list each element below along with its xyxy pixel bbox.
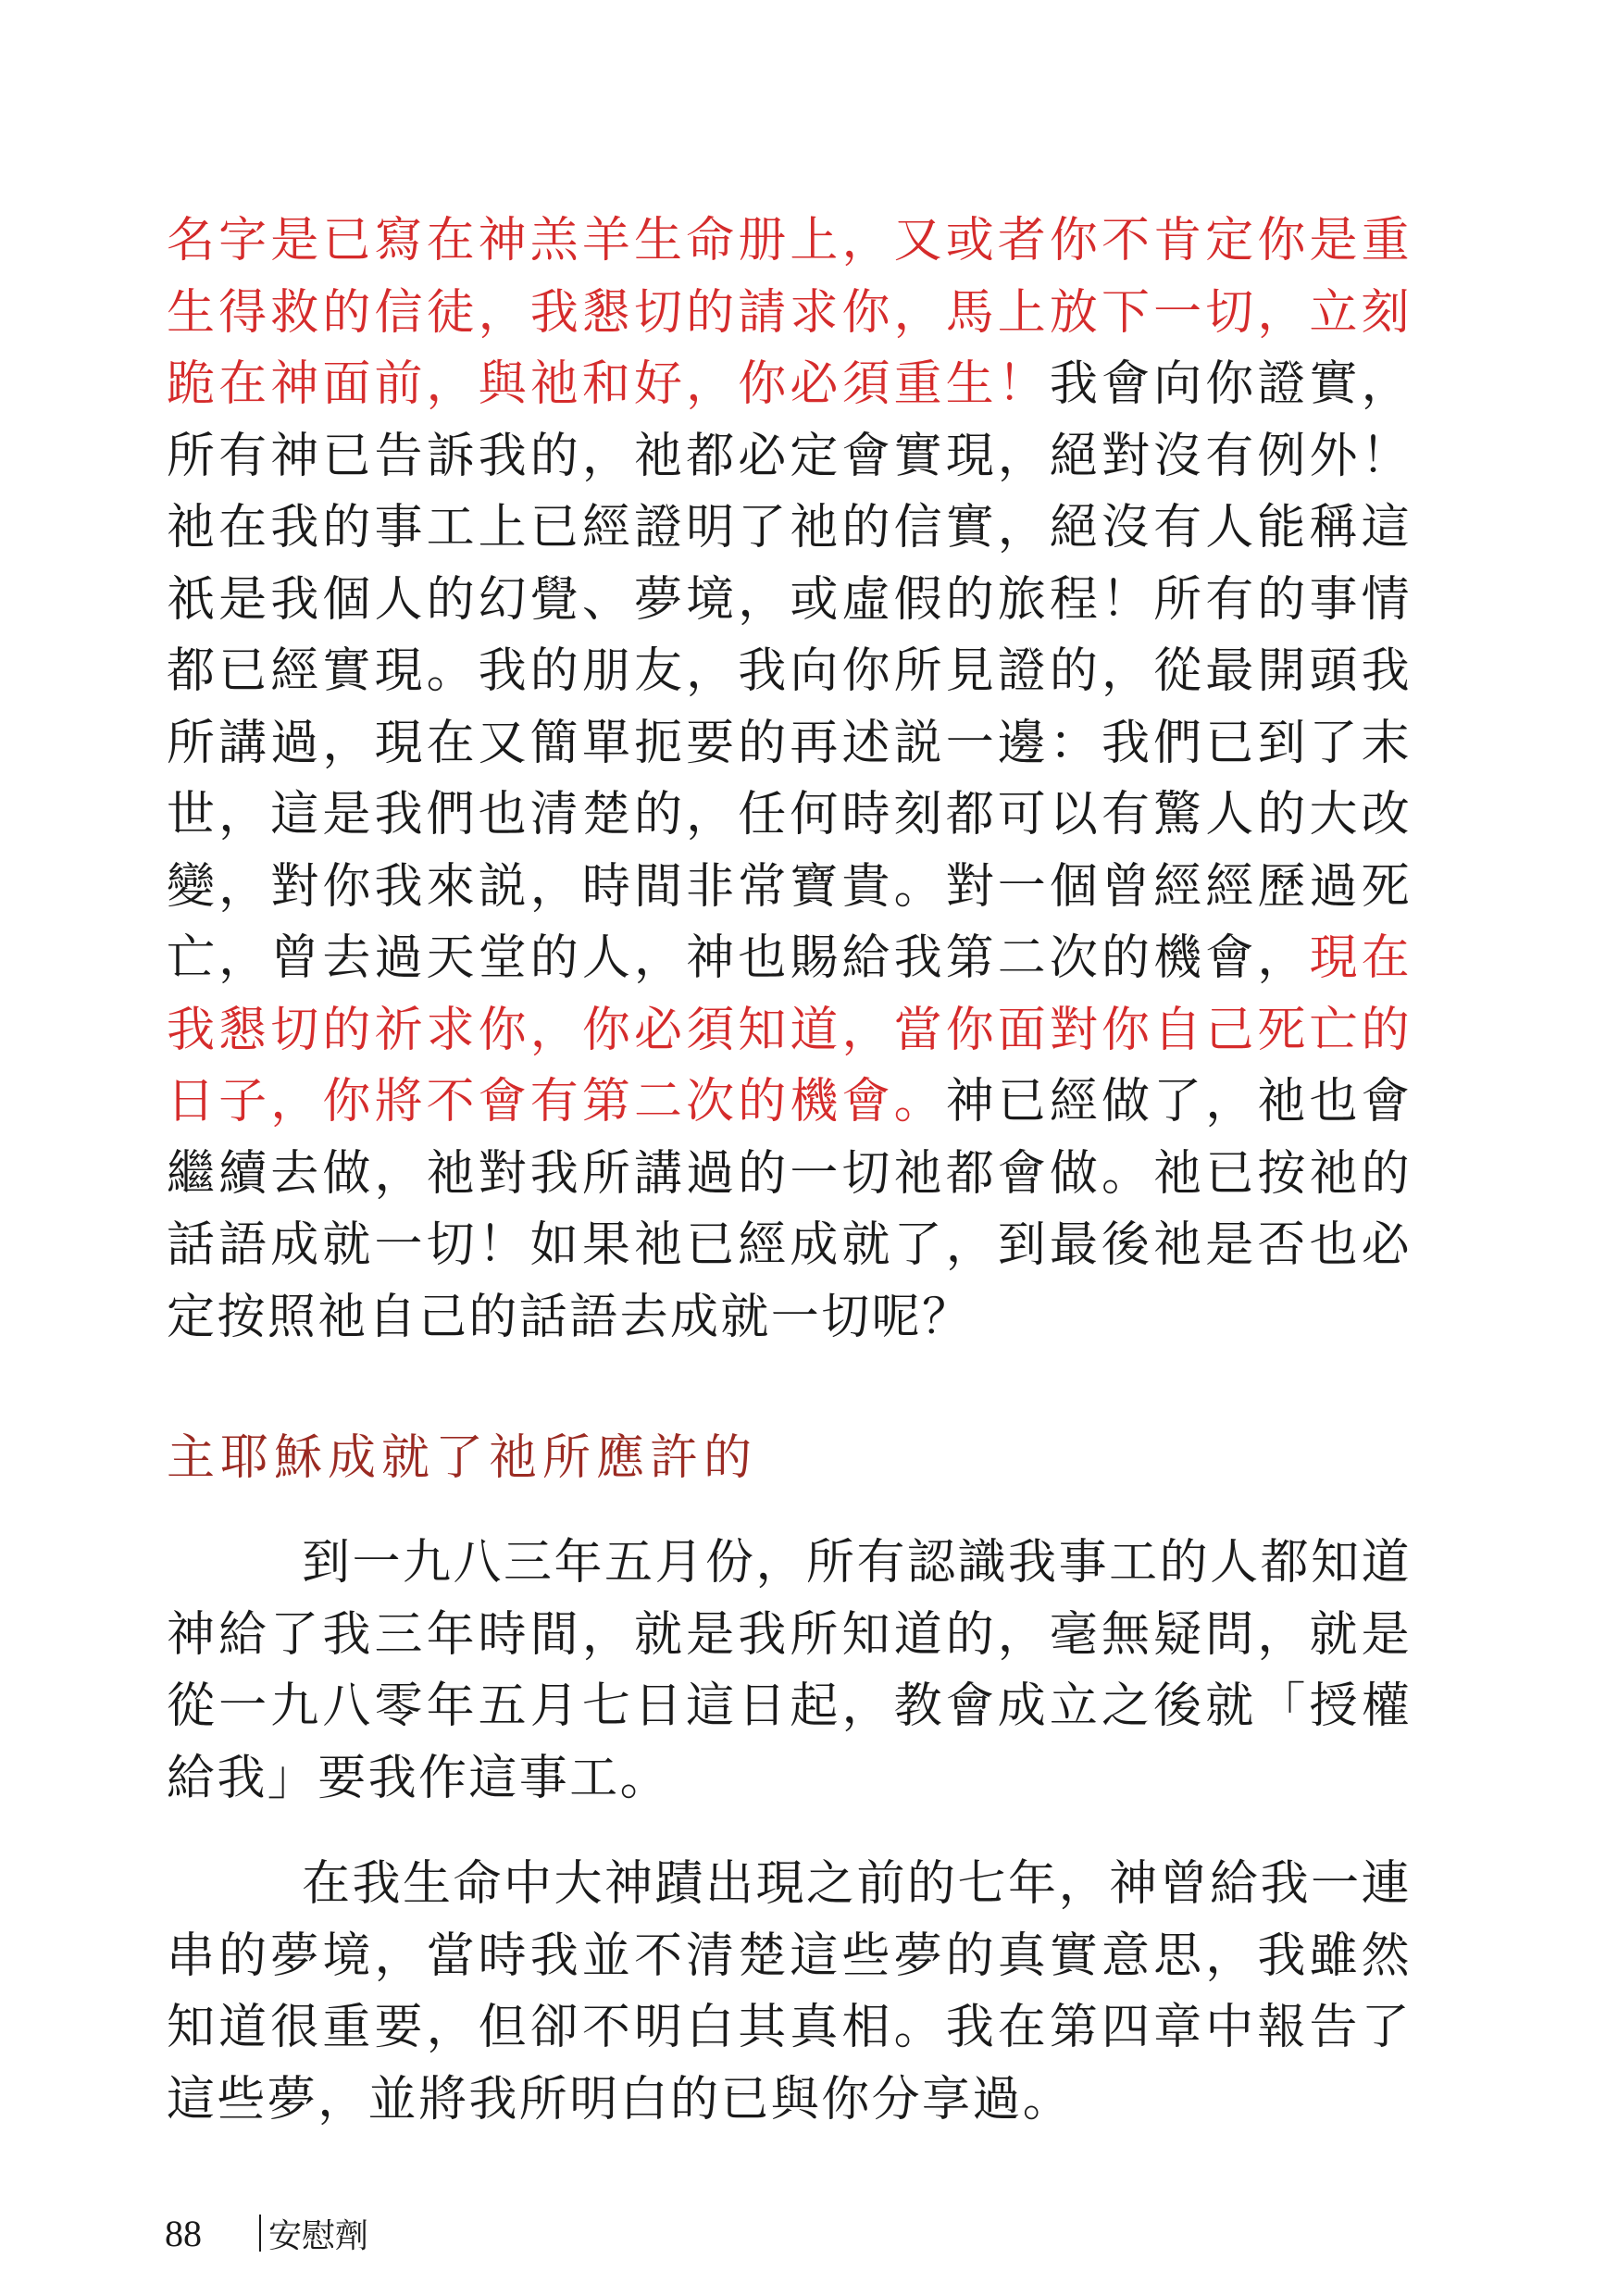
page-footer bbox=[165, 2205, 368, 2261]
emphasis-text-2: 現在我懇切的祈求你，你必須知道，當你面對你自己死亡的日子，你將不會有第二次的機會。 bbox=[167, 930, 1412, 1129]
body-text-1: 我會向你證實，所有神已告訴我的，祂都必定會實現，絕對沒有例外！祂在我的事工上已經證明了祂的信實，絕沒有人能稱這祇是我個人的幻覺、夢境，或虛假的旅程！所有的事情都已經實現。我的朋友，我向你所見證的，從最開頭我所講過，現在又簡單扼要的再述説一邊：我們已到了末世，這是我們也清楚的，任何時刻都可以有驚人的大改變，對你我來説，時間非常寶貴。對一個曾經經歷過死亡，曾去過天堂的人，神也賜給我第二次的機會， bbox=[167, 356, 1412, 986]
emphasis-text-1: 名字是已寫在神羔羊生命册上，又或者你不肯定你是重生得救的信徒，我懇切的請求你，馬上放下一切，立刻跪在神面前，與祂和好，你必須重生！ bbox=[167, 213, 1412, 412]
body-paragraph-1 bbox=[167, 206, 1412, 1354]
body-text-2: 神已經做了，祂也會繼續去做，祂對我所講過的一切祂都會做。祂已按祂的話語成就一切！如果祂已經成就了，到最後祂是否也必定按照祂自己的話語去成就一切呢？ bbox=[167, 1074, 1412, 1345]
footer-divider bbox=[259, 2215, 261, 2252]
body-paragraph-2: 到一九八三年五月份，所有認識我事工的人都知道神給了我三年時間，就是我所知道的，毫無疑問，就是從一九八零年五月七日這日起，教會成立之後就「授權給我」要我作這事工。 bbox=[167, 1535, 1412, 1806]
body-paragraph-3: 在我生命中大神蹟出現之前的七年，神曾給我一連串的夢境，當時我並不清楚這些夢的真實意思，我雖然知道很重要，但卻不明白其真相。我在第四章中報告了這些夢，並將我所明白的已與你分享過。 bbox=[167, 1856, 1412, 2128]
page-number: 88 bbox=[165, 2212, 202, 2254]
section-heading: 主耶穌成就了祂所應許的 bbox=[167, 1430, 758, 1486]
running-book-title: 安慰劑 bbox=[268, 2216, 369, 2255]
